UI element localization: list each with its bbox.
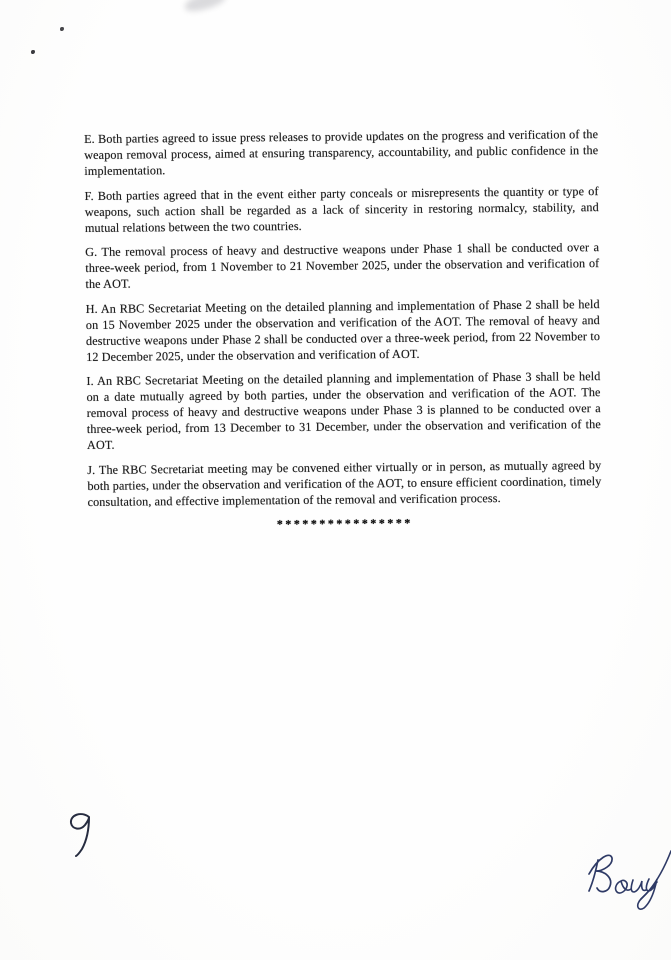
ink-speck	[31, 50, 35, 54]
paragraph-f: F. Both parties agreed that in the event either party conceals or misrepresents the quantity or type of weapons, such action shall be regarded as a lack of sincerity in restoring normalcy, stability, and mutual relations between the two countries.	[84, 183, 599, 235]
paragraph-h: H. An RBC Secretariat Meeting on the detailed planning and implementation of Phase 2 shall be held on 15 November 2025 under the observation and verification of the AOT. The removal of heavy and destructive weapons under Phase 2 shall be conducted over a three-week period, from 22 November to 12 December 2025, under the observation and verification of AOT.	[85, 296, 601, 364]
paragraph-i: I. An RBC Secretariat Meeting on the detailed planning and implementation of Phase 3 shall be held on a date mutually agreed by both parties, under the observation and verification of the AOT. The removal process of heavy and destructive weapons under Phase 3 is planned to be conducted over a three-week period, from 13 December to 31 December, under the observation and verification of the AOT.	[86, 369, 601, 452]
document-body	[84, 126, 602, 534]
signature	[583, 838, 671, 920]
paragraph-e: E. Both parties agreed to issue press releases to provide updates on the progress and verification of the weapon removal process, aimed at ensuring transparency, accountability, and public confidence in the implementation.	[84, 127, 599, 178]
ink-speck	[60, 27, 64, 31]
handwritten-page-mark-icon	[63, 811, 97, 861]
asterisk-separator: ****************	[276, 515, 413, 532]
paragraph-j: J. The RBC Secretariat meeting may be convened either virtually or in person, as mutually agreed by both parties, under the observation and verification of the AOT, to ensure efficient coordination, timely consultation, and effective implementation of the removal and verification process.	[87, 457, 602, 509]
scan-smudge	[183, 0, 228, 15]
paragraph-g: G. The removal process of heavy and destructive weapons under Phase 1 shall be conducted over a three-week period, from 1 November to 21 November 2025, under the observation and verification of the AOT.	[85, 240, 600, 291]
